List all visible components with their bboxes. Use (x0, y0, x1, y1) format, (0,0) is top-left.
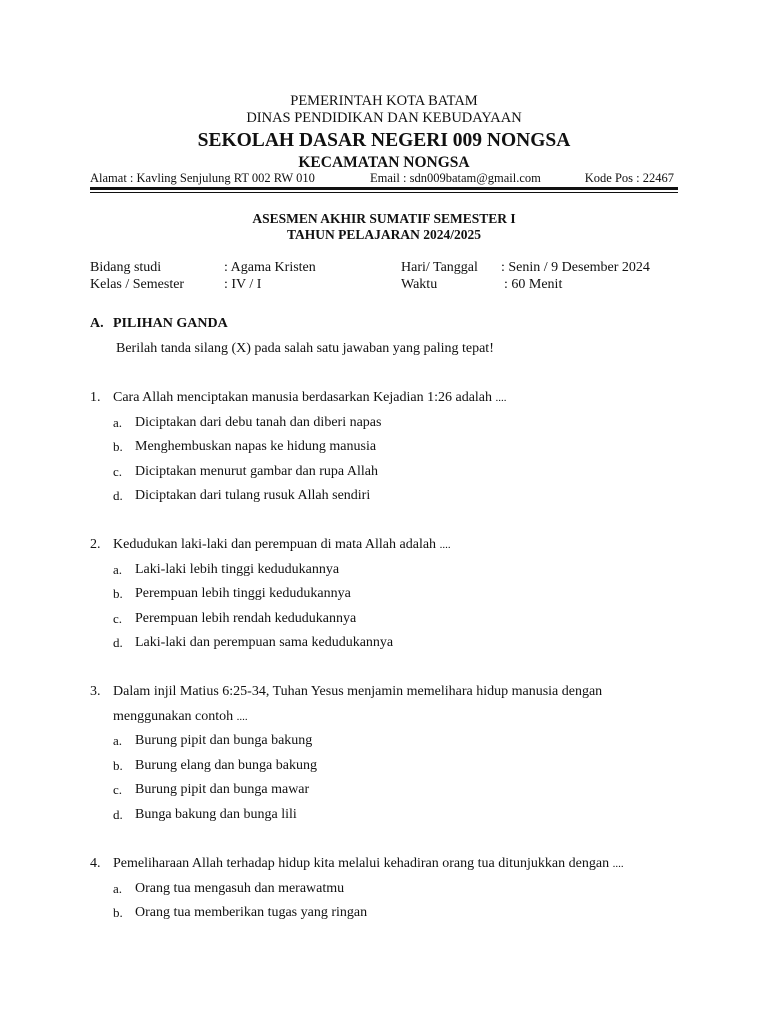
option-text: Bunga bakung dan bunga lili (135, 806, 297, 822)
option-a[interactable] (113, 729, 690, 754)
answer-blank: .... (439, 539, 451, 551)
option-letter: a. (113, 880, 123, 896)
option-text: Burung pipit dan bunga bakung (135, 733, 313, 748)
section-number: A. (90, 316, 104, 331)
option-text: Burung elang dan bunga bakung (135, 757, 317, 773)
date-value: : Senin / 9 Desember 2024 (501, 260, 650, 275)
question-text (113, 680, 683, 729)
option-letter: d. (113, 488, 123, 503)
postal-code-text: Kode Pos : 22467 (584, 171, 674, 185)
date-label: Hari/ Tanggal (401, 260, 478, 275)
option-text: Perempuan lebih rendah kedudukannya (135, 610, 357, 626)
class-label: Kelas / Semester (90, 277, 185, 292)
option-letter: c. (113, 610, 123, 626)
option-text: Orang tua mengasuh dan merawatmu (135, 880, 345, 896)
question-3 (90, 680, 690, 827)
option-b[interactable] (113, 754, 690, 779)
school-name: SEKOLAH DASAR NEGERI 009 NONGSA (197, 130, 571, 151)
letterhead-rule-thin (90, 192, 678, 193)
option-letter: c. (113, 782, 123, 797)
address-text: Alamat : Kavling Senjulung RT 002 RW 010 (90, 171, 315, 185)
option-b[interactable] (113, 901, 690, 926)
section-heading (90, 316, 228, 332)
option-letter: a. (113, 561, 123, 577)
question-text (113, 533, 690, 558)
question-text (113, 386, 690, 411)
subject-value: : Agama Kristen (224, 260, 316, 275)
letterhead (90, 93, 678, 172)
option-c[interactable] (113, 778, 690, 803)
time-label: Waktu (401, 277, 438, 292)
option-letter: a. (113, 733, 123, 748)
question-text-body: Cara Allah menciptakan manusia berdasarkan Kejadian 1:26 adalah (113, 390, 493, 405)
option-d[interactable] (113, 484, 690, 509)
option-letter: d. (113, 635, 123, 650)
class-value: : IV / I (224, 277, 262, 292)
subject-label: Bidang studi (90, 260, 162, 275)
answer-blank: .... (495, 392, 507, 404)
option-letter: b. (113, 586, 123, 601)
option-a[interactable] (113, 877, 690, 902)
option-letter: b. (113, 439, 123, 454)
option-text: Laki-laki lebih tinggi kedudukannya (135, 561, 340, 577)
option-text: Diciptakan dari tulang rusuk Allah sendiri (135, 488, 371, 503)
option-letter: c. (113, 463, 123, 479)
option-b[interactable] (113, 582, 690, 607)
option-c[interactable] (113, 460, 690, 485)
option-text: Burung pipit dan bunga mawar (135, 782, 310, 797)
question-1 (90, 386, 690, 509)
section-title: PILIHAN GANDA (113, 316, 228, 331)
option-text: Laki-laki dan perempuan sama kedudukannya (135, 635, 394, 650)
option-text: Menghembuskan napas ke hidung manusia (135, 439, 377, 454)
district-name: KECAMATAN NONGSA (298, 154, 470, 171)
option-letter: b. (113, 757, 123, 773)
option-a[interactable] (113, 558, 690, 583)
option-text: Perempuan lebih tinggi kedudukannya (135, 586, 351, 601)
question-number: 1. (90, 390, 101, 405)
option-d[interactable] (113, 803, 690, 828)
option-text: Diciptakan dari debu tanah dan diberi napas (135, 414, 382, 430)
option-text: Orang tua memberikan tugas yang ringan (135, 905, 368, 920)
option-d[interactable] (113, 631, 690, 656)
academic-year: TAHUN PELAJARAN 2024/2025 (286, 227, 481, 242)
section-instruction: Berilah tanda silang (X) pada salah satu jawaban yang paling tepat! (116, 341, 494, 356)
email-text: Email : sdn009batam@gmail.com (370, 171, 541, 185)
option-letter: a. (113, 414, 123, 430)
question-2 (90, 533, 690, 656)
question-text-body: Dalam injil Matius 6:25-34, Tuhan Yesus menjamin memelihara hidup manusia dengan menggunakan contoh (113, 684, 603, 724)
question-text-body: Kedudukan laki-laki dan perempuan di mata Allah adalah (113, 537, 437, 552)
option-letter: b. (113, 905, 123, 920)
option-c[interactable] (113, 607, 690, 632)
letterhead-rule-thick (90, 187, 678, 190)
question-number: 4. (90, 856, 101, 871)
exam-title: ASESMEN AKHIR SUMATIF SEMESTER I (252, 211, 516, 226)
option-text: Diciptakan menurut gambar dan rupa Allah (135, 463, 378, 479)
question-number: 3. (90, 684, 101, 699)
time-value: : 60 Menit (504, 277, 563, 292)
question-4 (90, 852, 690, 926)
question-number: 2. (90, 537, 101, 552)
question-text (113, 852, 690, 877)
option-b[interactable] (113, 435, 690, 460)
option-a[interactable] (113, 411, 690, 436)
question-text-body: Pemeliharaan Allah terhadap hidup kita melalui kehadiran orang tua ditunjukkan dengan (113, 856, 610, 871)
answer-blank: .... (612, 858, 624, 870)
department-line: DINAS PENDIDIKAN DAN KEBUDAYAAN (246, 110, 522, 126)
government-line: PEMERINTAH KOTA BATAM (290, 93, 478, 109)
option-letter: d. (113, 806, 123, 822)
answer-blank: .... (236, 710, 248, 723)
